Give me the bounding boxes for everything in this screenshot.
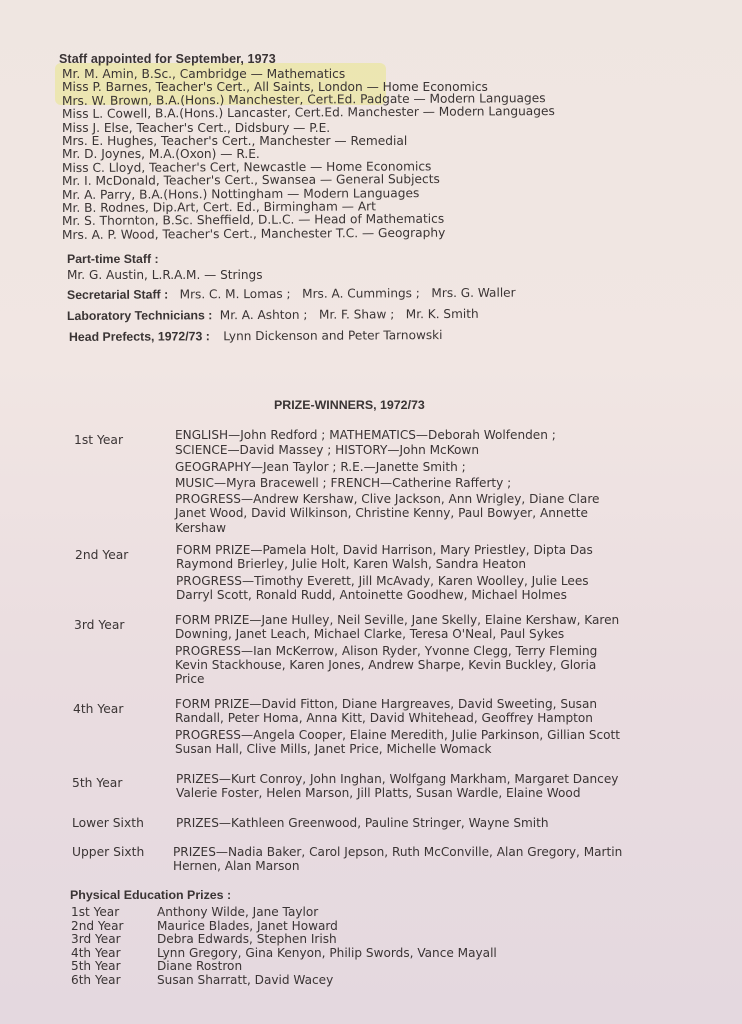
prefects-section <box>69 328 443 344</box>
staff-line: Miss L. Cowell, B.A.(Hons.) Lancaster, Cert.Ed. Manchester — Modern Languages <box>61 104 555 122</box>
pe-names: Diane Rostron <box>157 959 243 974</box>
prize-line: ENGLISH—John Redford ; MATHEMATICS—Deborah Wolfenden ; <box>175 428 556 442</box>
staff-heading: Staff appointed for September, 1973 <box>59 52 276 66</box>
prize-line: FORM PRIZE—David Fitton, Diane Hargreaves, David Sweeting, Susan <box>175 697 598 711</box>
staff-line: Mr. D. Joynes, M.A.(Oxon) — R.E. <box>62 147 260 162</box>
pe-year: 6th Year <box>71 972 121 987</box>
pe-year: 5th Year <box>71 959 121 974</box>
pe-row <box>71 933 497 947</box>
prize-line: Price <box>175 672 205 687</box>
prize-line: GEOGRAPHY—Jean Taylor ; R.E.—Janette Smith ; <box>175 459 466 474</box>
pe-year: 3rd Year <box>71 932 121 947</box>
pe-prizes-list <box>71 906 497 988</box>
pe-year: 2nd Year <box>71 918 124 933</box>
prefects-label: Head Prefects, 1972/73 : <box>68 329 210 344</box>
staff-line: Miss C. Lloyd, Teacher's Cert, Newcastle — Home Economics <box>61 159 432 175</box>
secretarial-label: Secretarial Staff : <box>66 287 169 302</box>
prize-line: SCIENCE—David Massey ; HISTORY—John McKown <box>175 443 479 458</box>
year-label: 3rd Year <box>74 618 125 632</box>
staff-line: Mr. S. Thornton, B.Sc. Sheffield, D.L.C. — Head of Mathematics <box>61 212 445 229</box>
year-lines <box>176 816 676 830</box>
prize-line: MUSIC—Myra Bracewell ; FRENCH—Catherine Rafferty ; <box>175 475 512 490</box>
part-time-section <box>67 252 263 282</box>
prize-line: Valerie Foster, Helen Marson, Jill Platts, Susan Wardle, Elaine Wood <box>176 786 581 801</box>
year-lines <box>173 845 673 874</box>
year-lines <box>175 428 675 535</box>
lab-section <box>67 307 479 323</box>
prize-line: Darryl Scott, Ronald Rudd, Antoinette Goodhew, Michael Holmes <box>176 587 567 602</box>
pe-row <box>71 920 497 934</box>
staff-list <box>62 68 682 242</box>
staff-line: Mrs. E. Hughes, Teacher's Cert., Manchester — Remedial <box>62 134 408 149</box>
year-lines <box>176 772 676 801</box>
year-label: Upper Sixth <box>72 845 145 859</box>
pe-names: Lynn Gregory, Gina Kenyon, Philip Swords, Vance Mayall <box>157 945 497 960</box>
prize-line: PROGRESS—Timothy Everett, Jill McAvady, Karen Woolley, Julie Lees <box>176 573 589 588</box>
prefects-value: Lynn Dickenson and Peter Tarnowski <box>223 328 443 344</box>
year-lines <box>175 697 675 756</box>
year-label: 1st Year <box>74 433 123 447</box>
prize-line: PRIZES—Nadia Baker, Carol Jepson, Ruth McConville, Alan Gregory, Martin <box>173 845 623 859</box>
year-label: 5th Year <box>72 776 123 790</box>
staff-line: Mr. M. Amin, B.Sc., Cambridge — Mathematics <box>62 67 346 81</box>
secretarial-section <box>67 286 516 302</box>
staff-line: Mrs. A. P. Wood, Teacher's Cert., Manchester T.C. — Geography <box>61 225 446 242</box>
pe-row <box>71 960 497 974</box>
prize-line: Randall, Peter Homa, Anna Kitt, David Whitehead, Geoffrey Hampton <box>175 711 593 726</box>
pe-names: Debra Edwards, Stephen Irish <box>157 932 337 947</box>
year-label: 2nd Year <box>75 548 129 562</box>
pe-prizes-heading: Physical Education Prizes : <box>70 888 232 902</box>
lab-value: Mr. A. Ashton ; Mr. F. Shaw ; Mr. K. Smith <box>219 306 479 323</box>
pe-names: Susan Sharratt, David Wacey <box>157 972 334 987</box>
secretarial-value: Mrs. C. M. Lomas ; Mrs. A. Cummings ; Mrs. G. Waller <box>179 285 516 302</box>
pe-row <box>71 906 497 920</box>
staff-line: Mrs. W. Brown, B.A.(Hons.) Manchester, Cert.Ed. Padgate — Modern Languages <box>61 90 546 108</box>
pe-names: Maurice Blades, Janet Howard <box>157 918 338 933</box>
prize-line: Kevin Stackhouse, Karen Jones, Andrew Sharpe, Kevin Buckley, Gloria <box>175 657 597 672</box>
prize-line: Downing, Janet Leach, Michael Clarke, Teresa O'Neal, Paul Sykes <box>175 627 565 642</box>
prize-line: PRIZES—Kurt Conroy, John Inghan, Wolfgang Markham, Margaret Dancey <box>176 772 619 786</box>
staff-line: Miss J. Else, Teacher's Cert., Didsbury — P.E. <box>62 120 331 135</box>
prize-line: FORM PRIZE—Pamela Holt, David Harrison, Mary Priestley, Dipta Das <box>176 543 593 557</box>
prize-line: PROGRESS—Ian McKerrow, Alison Ryder, Yvonne Clegg, Terry Fleming <box>175 643 598 658</box>
prize-line: PROGRESS—Angela Cooper, Elaine Meredith, Julie Parkinson, Gillian Scott <box>175 727 621 742</box>
pe-row <box>71 974 497 988</box>
part-time-value: Mr. G. Austin, L.R.A.M. — Strings <box>67 268 263 282</box>
prize-line: Raymond Brierley, Julie Holt, Karen Walsh, Sandra Heaton <box>176 557 527 572</box>
year-label: 4th Year <box>73 702 124 716</box>
lab-label: Laboratory Technicians : <box>66 308 213 323</box>
prize-winners-title: PRIZE-WINNERS, 1972/73 <box>274 398 425 412</box>
prize-line: FORM PRIZE—Jane Hulley, Neil Seville, Jane Skelly, Elaine Kershaw, Karen <box>175 613 620 627</box>
staff-line: Mr. B. Rodnes, Dip.Art, Cert. Ed., Birmingham — Art <box>61 199 376 216</box>
year-label: Lower Sixth <box>72 816 144 830</box>
prize-line: PROGRESS—Andrew Kershaw, Clive Jackson, Ann Wrigley, Diane Clare <box>175 492 600 507</box>
pe-year: 4th Year <box>71 945 121 960</box>
staff-line: Mr. I. McDonald, Teacher's Cert., Swansea — General Subjects <box>61 172 440 189</box>
staff-line: Mr. A. Parry, B.A.(Hons.) Nottingham — Modern Languages <box>61 185 420 202</box>
pe-row <box>71 947 497 961</box>
year-lines <box>175 613 675 686</box>
pe-names: Anthony Wilde, Jane Taylor <box>157 905 319 919</box>
prize-line: Hernen, Alan Marson <box>173 859 300 874</box>
part-time-label: Part-time Staff : <box>67 252 159 266</box>
prize-line: Kershaw <box>175 520 227 535</box>
prize-line: Janet Wood, David Wilkinson, Christine Kenny, Paul Bowyer, Annette <box>175 506 588 521</box>
prize-line: PRIZES—Kathleen Greenwood, Pauline Stringer, Wayne Smith <box>176 816 549 830</box>
year-lines <box>176 543 676 602</box>
pe-year: 1st Year <box>71 905 120 919</box>
prize-line: Susan Hall, Clive Mills, Janet Price, Michelle Womack <box>175 741 492 756</box>
staff-line: Miss P. Barnes, Teacher's Cert., All Saints, London — Home Economics <box>62 80 488 95</box>
